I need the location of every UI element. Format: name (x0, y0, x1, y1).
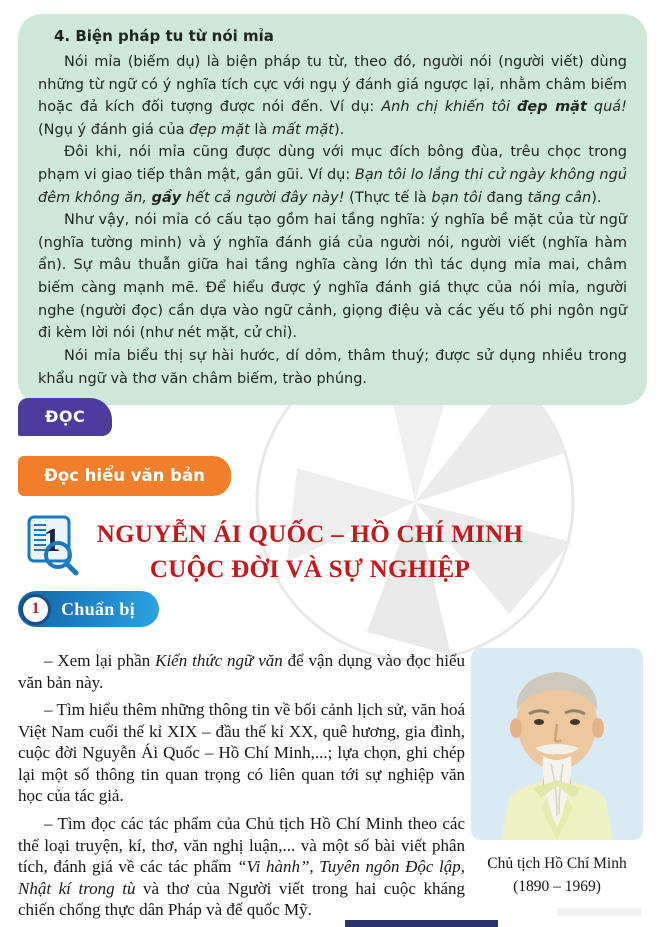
ho-chi-minh-portrait (471, 648, 643, 840)
body-paragraph: – Tìm hiểu thêm những thông tin về bối cảnh lịch sử, văn hoá Việt Nam cuối thế kỉ XIX – đầu thế kỉ XX, quê hương, gia đình, cuộc đời Nguyễn Ái Quốc – Hồ Chí Minh,...; lựa chọn, ghi chép lại một số thông tin quan trọng có liên quan tới sự nghiệp văn học của tác giả. (18, 700, 465, 806)
portrait-caption (462, 852, 652, 899)
page-footer-bar (345, 920, 498, 927)
lesson-number: 1 (43, 522, 61, 559)
body-text-column (18, 650, 465, 927)
doc-hieu-van-ban-button[interactable]: Đọc hiểu văn bản (18, 456, 231, 496)
lesson-title (85, 518, 535, 587)
section-badge-chuan-bi (18, 591, 159, 627)
lesson-title-line2: CUỘC ĐỜI VÀ SỰ NGHIỆP (149, 555, 471, 583)
reading-lens-icon (22, 513, 80, 577)
body-paragraph: – Tìm đọc các tác phẩm của Chủ tịch Hồ Chí Minh theo các thể loại truyện, kí, thơ, văn nghị luận,... và một số bài viết phân tích, đánh giá về các tác phẩm “Vi hành”, Tuyên ngôn Độc lập, Nhật kí trong tù và thơ của Người viết trong hai cuộc kháng chiến chống thực dân Pháp và đế quốc Mỹ. (18, 814, 465, 920)
knowledge-paragraph: Nói mỉa biểu thị sự hài hước, dí dỏm, thâm thuý; được sử dụng nhiều trong khẩu ngữ và thơ văn châm biếm, trào phúng. (38, 347, 627, 387)
doc-section-button[interactable]: ĐỌC (18, 398, 112, 436)
section-label: Chuẩn bị (61, 598, 135, 619)
knowledge-paragraph: Như vậy, nói mỉa có cấu tạo gồm hai tầng nghĩa: ý nghĩa bề mặt của từ ngữ (nghĩa tường minh) và ý nghĩa đánh giá của người nói, người viết (nghĩa hàm ẩn). Sự mâu thuẫn giữa hai tầng nghĩa càng lớn thì tác dụng mỉa mai, châm biếm càng mạnh mẽ. Để hiểu được ý nghĩa đánh giá thực của nói mỉa, người nghe (người đọc) cần dựa vào ngữ cảnh, giọng điệu và các yếu tố phi ngôn ngữ đi kèm lời nói (như nét mặt, cử chỉ). (38, 212, 627, 342)
knowledge-box-heading: 4. Biện pháp tu từ nói mỉa (54, 27, 274, 45)
lesson-title-line1: NGUYỄN ÁI QUỐC – HỒ CHÍ MINH (96, 521, 524, 548)
knowledge-box (18, 14, 647, 405)
knowledge-paragraph: Đôi khi, nói mỉa cũng được dùng với mục đích bông đùa, trêu chọc trong phạm vi giao tiếp thân mật, gần gũi. Ví dụ: Bạn tôi lo lắng thi cử ngày không ngủ đêm không ăn, gầy hết cả người đây này! (Thực tế là bạn tôi đang tăng cân). (38, 144, 627, 206)
portrait-caption-years: (1890 – 1969) (513, 878, 601, 896)
knowledge-paragraph: Nói mỉa (biếm dụ) là biện pháp tu từ, theo đó, người nói (người viết) dùng những từ ngữ có ý nghĩa tích cực với ngụ ý đánh giá ngược lại, nhằm châm biếm hoặc đả kích đối tượng được nói đến. Ví dụ: Anh chị khiến tôi đẹp mặt quá! (Ngụ ý đánh giá của đẹp mặt là mất mặt). (38, 54, 627, 138)
body-paragraph: – Xem lại phần Kiến thức ngữ văn để vận dụng vào đọc hiểu văn bản này. (18, 651, 466, 692)
page-edge-artifact (557, 908, 641, 916)
section-number-circle: 1 (20, 594, 51, 625)
portrait-caption-name: Chủ tịch Hồ Chí Minh (487, 855, 627, 872)
